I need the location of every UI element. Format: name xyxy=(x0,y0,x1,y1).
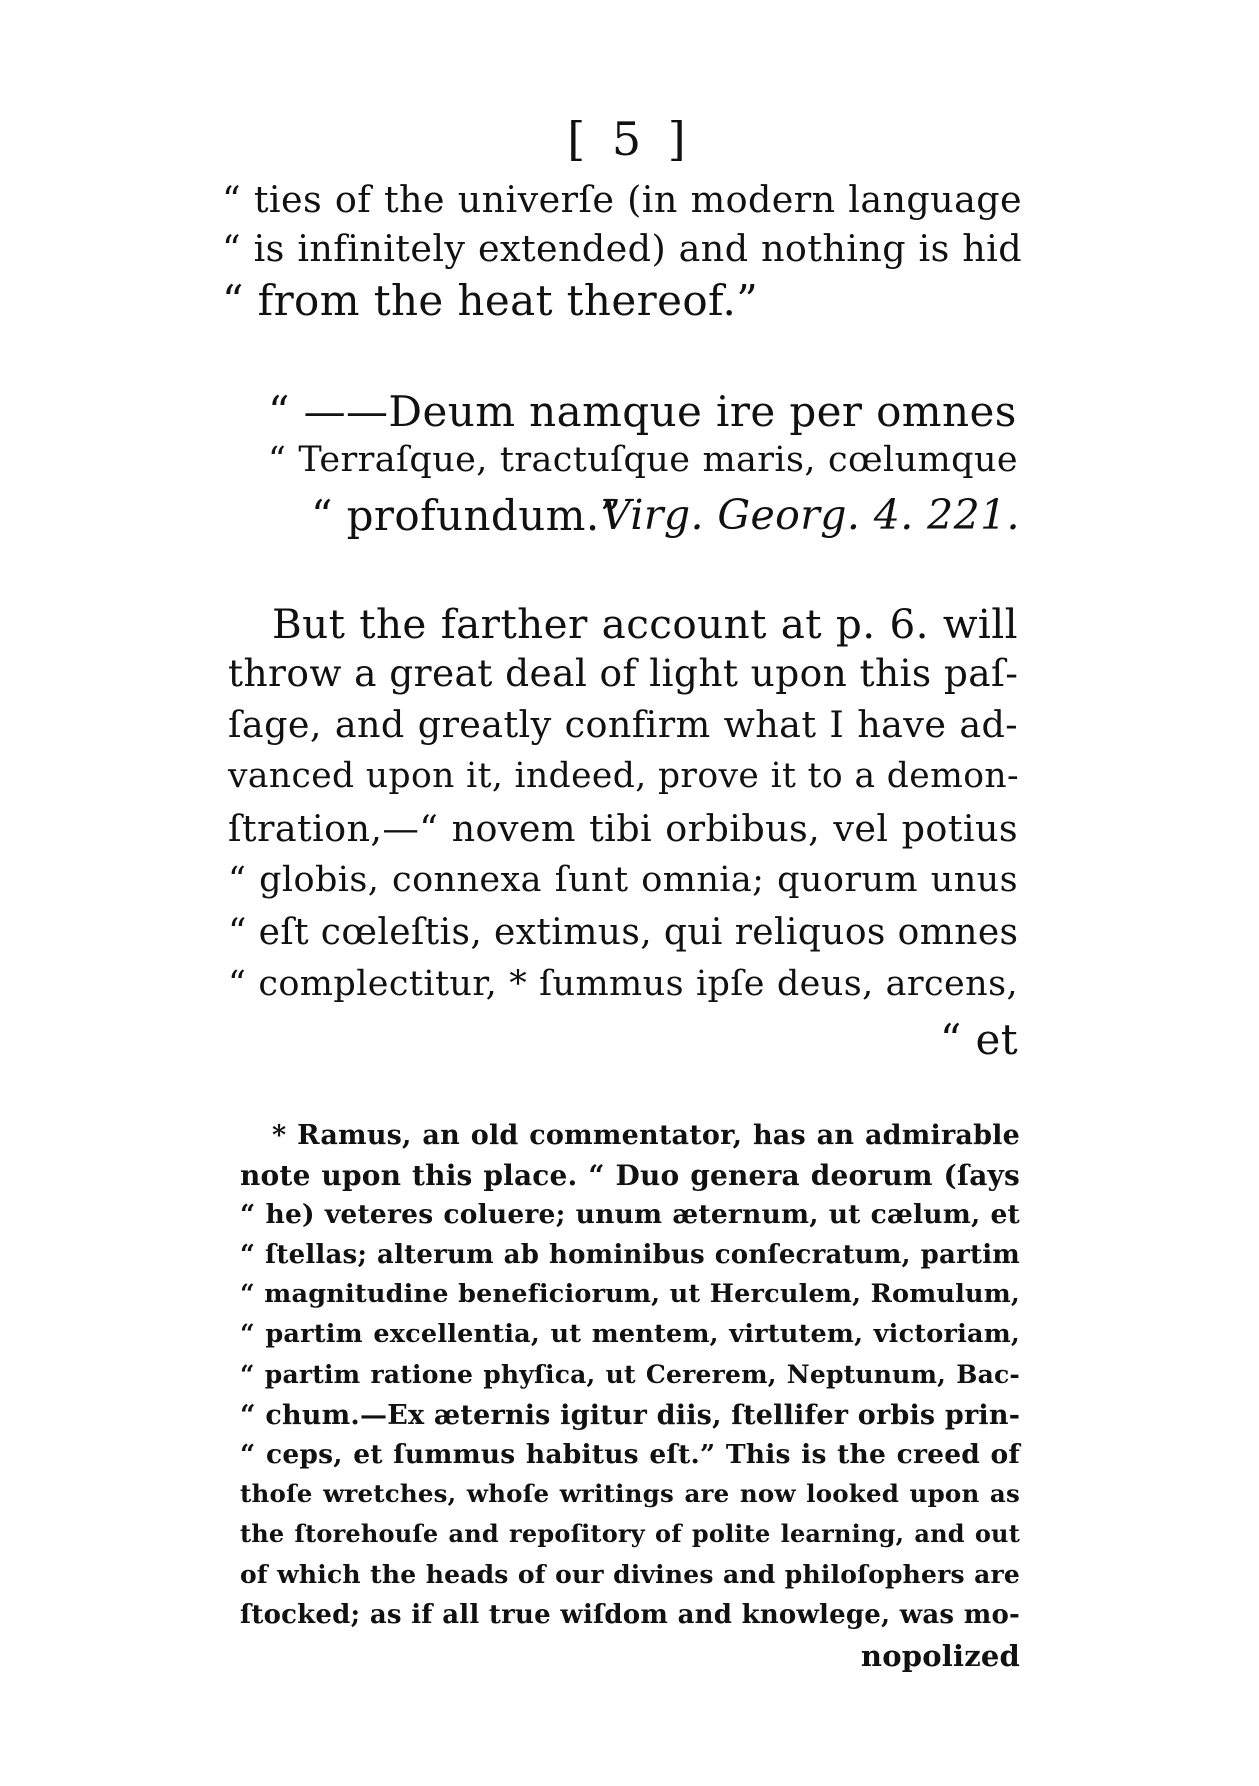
footnote-line: “ magnitudine beneficiorum, ut Herculem, Romulum, xyxy=(240,1279,1020,1309)
body-line: But the farther account at p. 6. will xyxy=(272,600,1018,648)
footnote-line: “ chum.—Ex æternis igitur diis, ſtellifer orbis prin- xyxy=(240,1400,1021,1431)
footnote-line: thoſe wretches, whoſe writings are now looked upon as xyxy=(240,1479,1020,1508)
catchword: “ et xyxy=(939,1015,1018,1064)
footnote-line: * Ramus, an old commentator, has an admirable xyxy=(272,1120,1020,1151)
footnote-catchword: nopolized xyxy=(860,1639,1020,1673)
quote-line: “ ties of the univerſe (in modern language xyxy=(222,178,1022,221)
body-line: throw a great deal of light upon this paſ- xyxy=(228,651,1019,695)
body-line: “ eſt cœleſtis, extimus, qui reliquos omnes xyxy=(228,912,1019,953)
body-line: ſage, and greatly confirm what I have ad- xyxy=(228,703,1018,746)
verse-line: “ Terraſque, tractuſque maris, cœlumque xyxy=(268,440,1018,480)
footnote-line: the ſtorehouſe and repoſitory of polite learning, and out xyxy=(240,1519,1020,1548)
quote-line: “ from the heat thereof.” xyxy=(222,276,759,325)
verse-line: “ profundum.” xyxy=(311,491,622,540)
footnote-line: “ ſtellas; alterum ab hominibus conſecratum, partim xyxy=(240,1240,1020,1270)
verse-citation: Virg. Georg. 4. 221. xyxy=(601,491,1020,539)
footnote-line: note upon this place. “ Duo genera deorum (ſays xyxy=(240,1159,1020,1192)
body-line: ſtration,—“ novem tibi orbibus, vel potius xyxy=(228,807,1018,850)
footnote-line: ſtocked; as if all true wiſdom and knowlege, was mo- xyxy=(240,1600,1020,1630)
footnote-line: “ he) veteres coluere; unum æternum, ut cælum, et xyxy=(240,1199,1020,1230)
footnote-line: “ ceps, et ſummus habitus eſt.” This is the creed of xyxy=(240,1439,1020,1470)
quote-line: “ is infinitely extended) and nothing is hid xyxy=(222,227,1022,270)
footnote-line: “ partim ratione phyſica, ut Cererem, Neptunum, Bac- xyxy=(240,1360,1020,1389)
page-number: [ 5 ] xyxy=(567,112,692,166)
body-line: vanced upon it, indeed, prove it to a demon- xyxy=(228,756,1020,796)
verse-line: “ ——Deum namque ire per omnes xyxy=(268,387,1017,436)
footnote-line: “ partim excellentia, ut mentem, virtutem, victoriam, xyxy=(240,1319,1020,1349)
body-line: “ complectitur, * ſummus ipſe deus, arcens, xyxy=(228,964,1018,1004)
footnote-line: of which the heads of our divines and philoſophers are xyxy=(240,1560,1020,1589)
body-line: “ globis, connexa ſunt omnia; quorum unus xyxy=(228,860,1018,900)
